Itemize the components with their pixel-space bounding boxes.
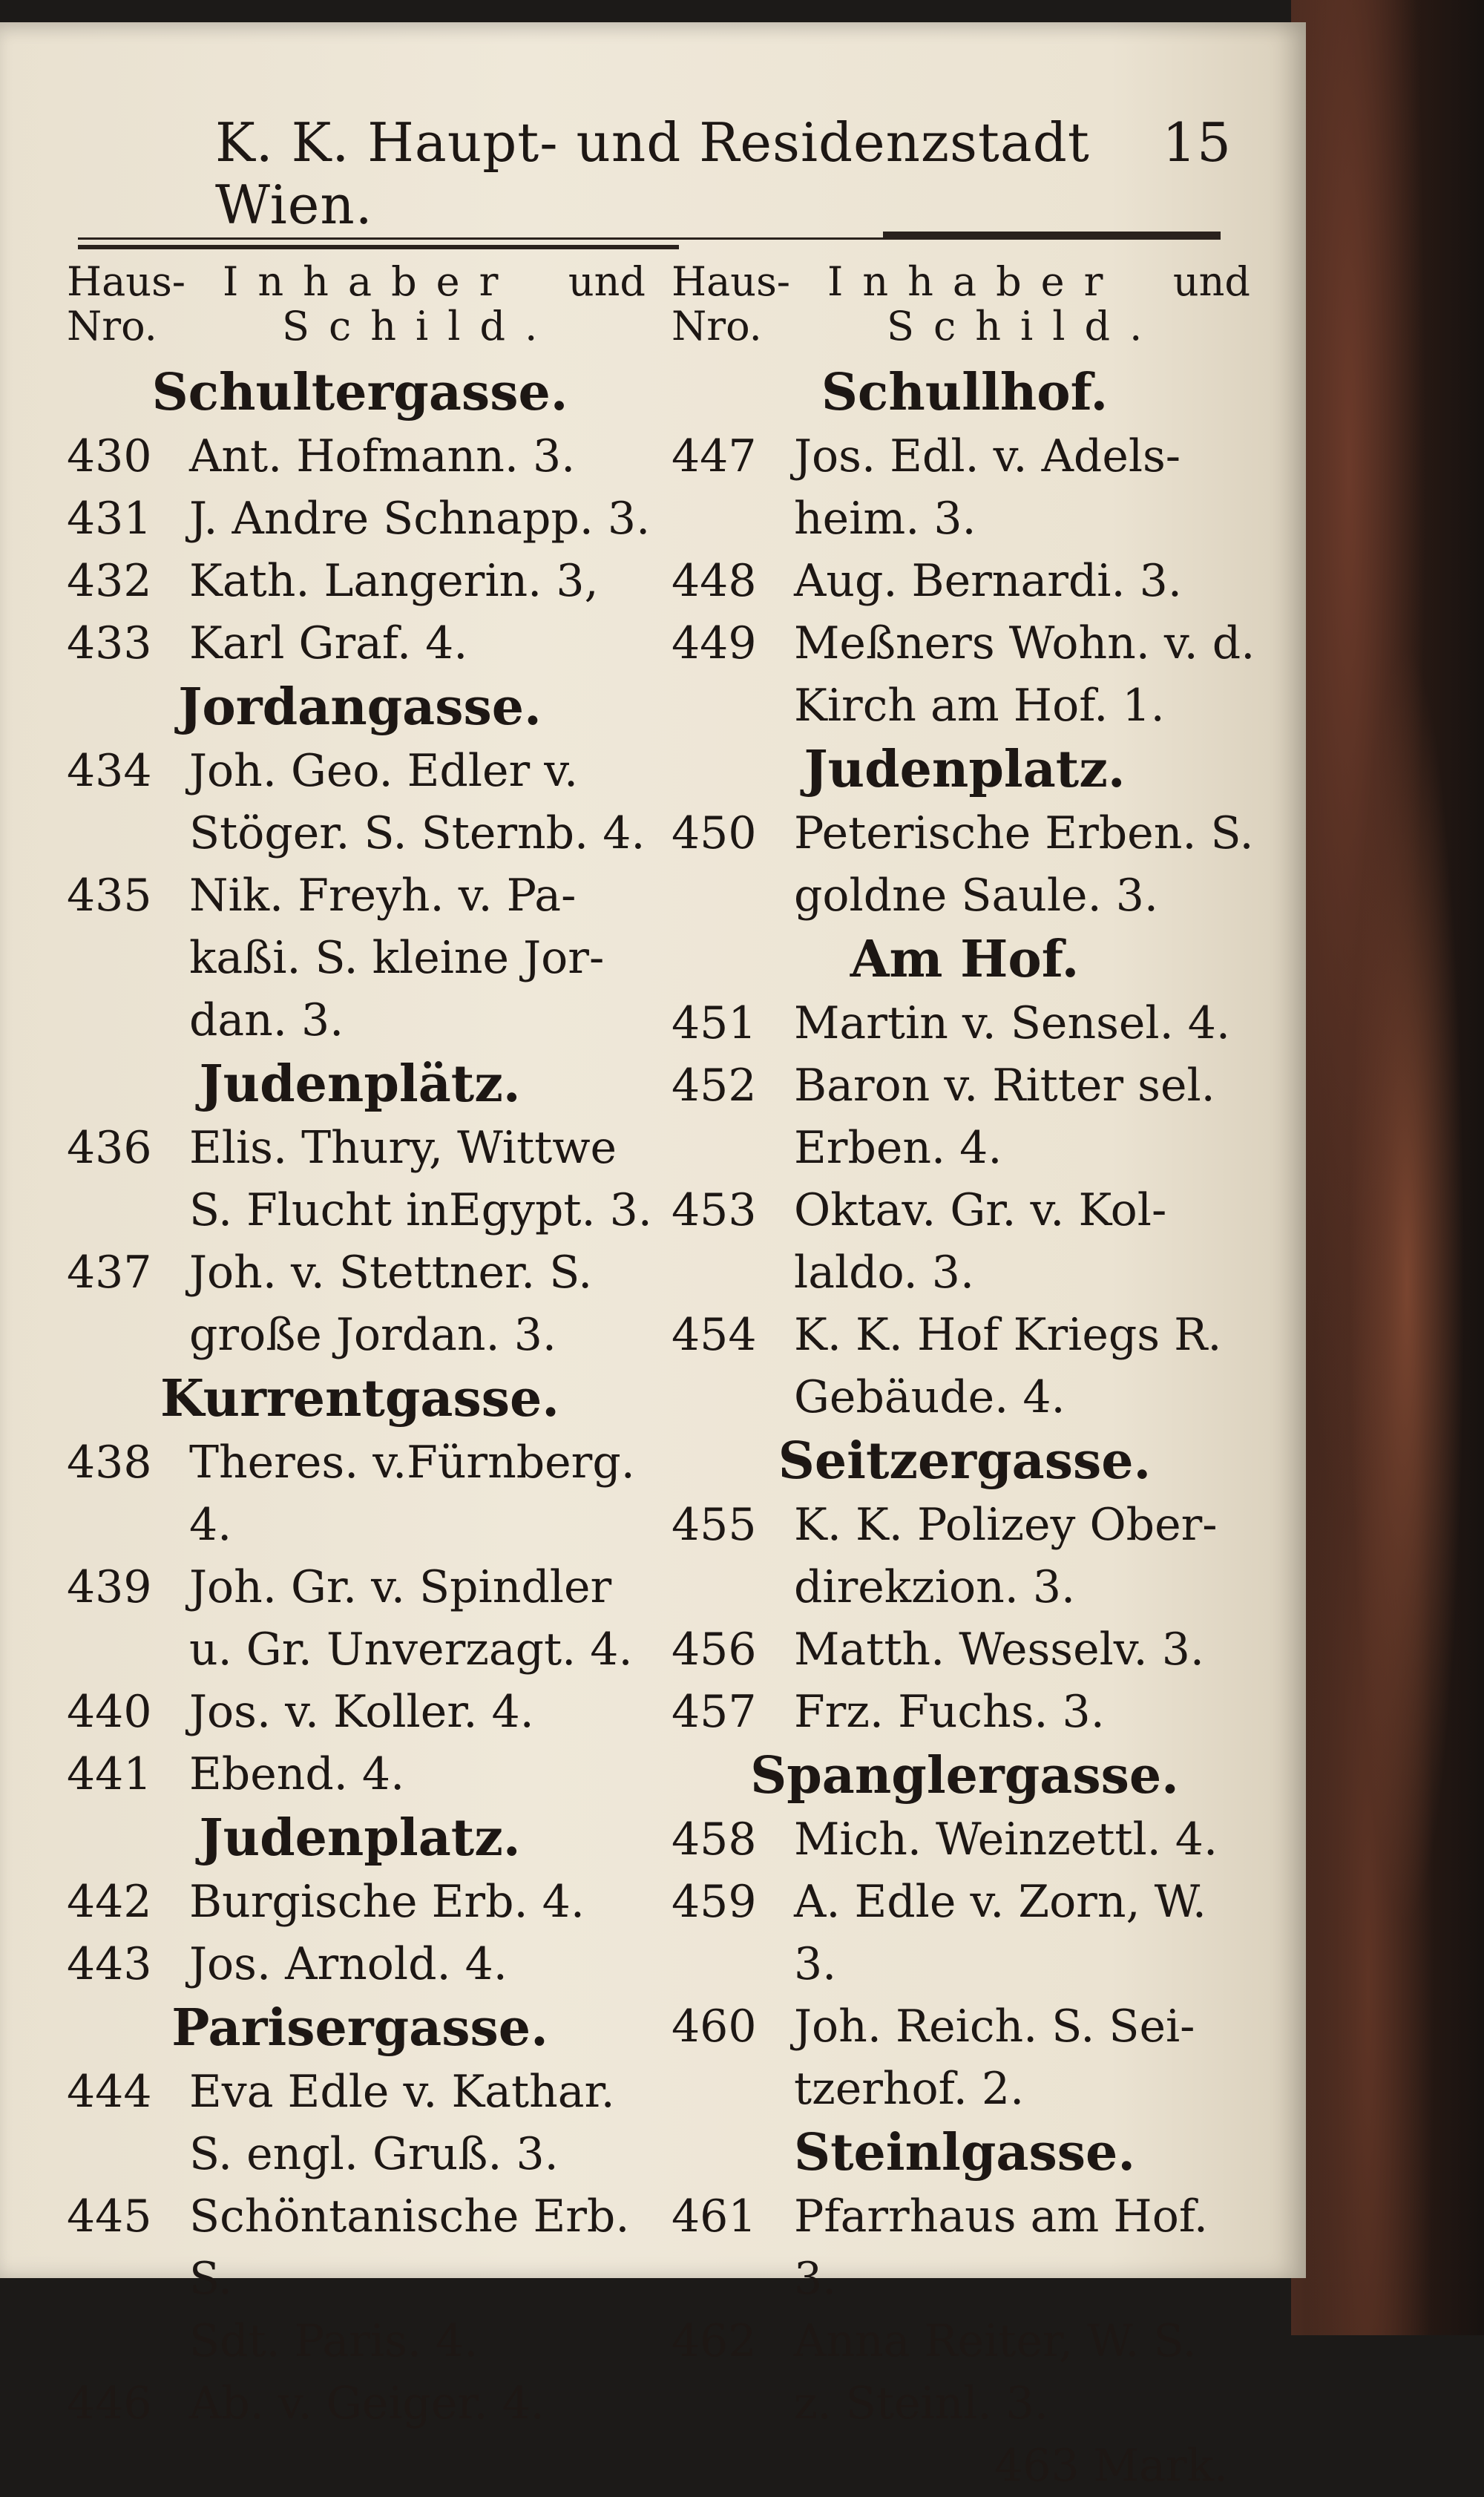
house-number: 443 bbox=[67, 1938, 152, 1990]
house-number: 439 bbox=[67, 1561, 152, 1613]
house-number: 444 bbox=[67, 2066, 152, 2118]
street-heading: Schultergasse. bbox=[151, 363, 568, 422]
house-number: 452 bbox=[672, 1060, 757, 1112]
list-item bbox=[672, 1304, 1258, 1428]
entry-text: Aug. Bernardi. 3. bbox=[794, 555, 1182, 607]
list-item bbox=[672, 1618, 1258, 1681]
entry-text: Jos. Arnold. 4. bbox=[189, 1938, 508, 1990]
list-item bbox=[672, 2185, 1258, 2310]
entry-text-cont: S. engl. Gruß. 3. bbox=[189, 2128, 559, 2180]
header-rule-thick-right bbox=[883, 232, 1221, 237]
house-number: 447 bbox=[672, 430, 757, 482]
house-number: 445 bbox=[67, 2191, 152, 2242]
entry-text-cont: laldo. 3. bbox=[794, 1247, 975, 1299]
list-item bbox=[672, 1054, 1258, 1179]
entry-text: Anna Reiter, W. S. bbox=[794, 2315, 1197, 2367]
list-item bbox=[672, 2310, 1258, 2435]
street-heading: Am Hof. bbox=[850, 930, 1080, 989]
entry-text: Pfarrhaus am Hof. 3. bbox=[794, 2191, 1208, 2305]
list-item bbox=[67, 1556, 653, 1681]
list-item bbox=[67, 740, 653, 864]
house-number: 450 bbox=[672, 807, 757, 859]
entry-text: Baron v. Ritter sel. bbox=[794, 1060, 1215, 1112]
street-heading: Steinlgasse. bbox=[794, 2123, 1135, 2182]
entry-text: A. Edle v. Zorn, W. 3. bbox=[794, 1876, 1206, 1990]
column-header-und: und bbox=[1172, 258, 1250, 305]
house-number: 442 bbox=[67, 1876, 152, 1928]
list-item bbox=[67, 550, 653, 612]
entry-text: Peterische Erben. S. bbox=[794, 807, 1254, 859]
street-heading: Seitzergasse. bbox=[778, 1431, 1152, 1491]
house-number: 441 bbox=[67, 1748, 152, 1800]
column-header-schild: Schild. bbox=[282, 303, 557, 350]
entry-text: K. K. Hof Kriegs R. bbox=[794, 1309, 1222, 1361]
street-heading: Schullhof. bbox=[821, 363, 1109, 422]
entry-text: Oktav. Gr. v. Kol- bbox=[794, 1184, 1167, 1236]
entry-text: Nik. Freyh. v. Pa- bbox=[189, 870, 577, 922]
list-item bbox=[67, 864, 653, 1051]
entry-text: Martin v. Sensel. 4. bbox=[794, 997, 1230, 1049]
column-header-schild: Schild. bbox=[887, 303, 1162, 350]
list-item bbox=[67, 1117, 653, 1241]
list-item bbox=[672, 1179, 1258, 1304]
house-number: 446 bbox=[67, 2378, 152, 2429]
entry-text: Karl Graf. 4. bbox=[189, 617, 468, 669]
entry-text-cont: z. Steinl. 3. bbox=[794, 2378, 1048, 2429]
entry-text: Matth. Wesselv. 3. bbox=[794, 1624, 1204, 1676]
page-title: K. K. Haupt- und Residenzstadt Wien. bbox=[215, 111, 1090, 236]
entry-text-cont: S. Flucht inEgypt. 3. bbox=[189, 1184, 652, 1236]
list-item bbox=[67, 1871, 653, 1933]
house-number: 431 bbox=[67, 493, 152, 545]
column-header-nro: Nro. bbox=[67, 303, 157, 350]
column-header-nro: Nro. bbox=[672, 303, 762, 350]
house-number: 438 bbox=[67, 1437, 152, 1489]
list-item bbox=[67, 612, 653, 675]
list-item bbox=[67, 425, 653, 488]
street-heading: Spanglergasse. bbox=[750, 1746, 1179, 1805]
list-item bbox=[67, 2372, 653, 2435]
list-item bbox=[672, 550, 1258, 612]
entry-text-cont: goldne Saule. 3. bbox=[794, 870, 1158, 922]
column-header bbox=[672, 260, 1258, 360]
header-rule bbox=[78, 237, 1221, 240]
right-column bbox=[672, 260, 1258, 2497]
house-number: 437 bbox=[67, 1247, 152, 1299]
entry-text: Joh. Geo. Edler v. bbox=[189, 745, 579, 797]
list-item bbox=[672, 1995, 1258, 2120]
header-rule-thick-left bbox=[78, 245, 679, 249]
house-number: 434 bbox=[67, 745, 152, 797]
book-binding bbox=[1291, 0, 1484, 2335]
street-heading: Parisergasse. bbox=[171, 1998, 548, 2058]
list-item bbox=[672, 1681, 1258, 1743]
list-item bbox=[672, 425, 1258, 550]
list-item bbox=[67, 1431, 653, 1556]
street-heading: Kurrentgasse. bbox=[160, 1369, 559, 1428]
list-item bbox=[672, 992, 1258, 1054]
house-number: 456 bbox=[672, 1624, 757, 1676]
page-number: 15 bbox=[1162, 111, 1232, 174]
street-heading: Judenplatz. bbox=[199, 1808, 521, 1868]
entry-text-cont: große Jordan. 3. bbox=[189, 1309, 556, 1361]
house-number: 458 bbox=[672, 1814, 757, 1866]
entry-text-cont: direkzion. 3. bbox=[794, 1561, 1076, 1613]
list-item bbox=[672, 1808, 1258, 1871]
entry-text: Frz. Fuchs. 3. bbox=[794, 1686, 1105, 1738]
column-header-inhaber: Inhaber bbox=[223, 258, 518, 305]
house-number: 448 bbox=[672, 555, 757, 607]
list-item bbox=[672, 1494, 1258, 1618]
house-number: 462 bbox=[672, 2315, 757, 2367]
house-number: 457 bbox=[672, 1686, 757, 1738]
list-item bbox=[67, 488, 653, 550]
entry-text-cont: Gebäude. 4. bbox=[794, 1371, 1066, 1423]
entry-text: Jos. v. Koller. 4. bbox=[189, 1686, 534, 1738]
house-number: 455 bbox=[672, 1499, 757, 1551]
street-heading: Judenplätz. bbox=[199, 1054, 521, 1114]
entry-text: J. Andre Schnapp. 3. bbox=[189, 493, 651, 545]
entry-text-cont: tzerhof. 2. bbox=[794, 2063, 1025, 2115]
house-number: 460 bbox=[672, 2001, 757, 2053]
house-number: 453 bbox=[672, 1184, 757, 1236]
street-heading: Judenplatz. bbox=[804, 740, 1126, 799]
entry-text: Theres. v.Fürnberg. 4. bbox=[189, 1437, 635, 1551]
entry-text: Kath. Langerin. 3, bbox=[189, 555, 599, 607]
entry-text: Ab. v. Geiger. 4. bbox=[189, 2378, 545, 2429]
list-item bbox=[672, 612, 1258, 737]
house-number: 432 bbox=[67, 555, 152, 607]
entry-text-cont: Sdt. Paris. 4. bbox=[189, 2315, 479, 2367]
entry-text: K. K. Polizey Ober- bbox=[794, 1499, 1218, 1551]
left-column bbox=[67, 260, 653, 2435]
entry-text: Mich. Weinzettl. 4. bbox=[794, 1814, 1218, 1866]
entry-text-cont: Kirch am Hof. 1. bbox=[794, 680, 1165, 732]
entry-text: Eva Edle v. Kathar. bbox=[189, 2066, 615, 2118]
entry-text: Meßners Wohn. v. d. bbox=[794, 617, 1255, 669]
entry-text: Joh. v. Stettner. S. bbox=[189, 1247, 593, 1299]
column-header bbox=[67, 260, 653, 360]
entry-text-cont: kaßi. S. kleine Jor- bbox=[189, 932, 605, 984]
list-item bbox=[67, 1743, 653, 1805]
entry-text: Joh. Gr. v. Spindler bbox=[189, 1561, 612, 1613]
book-page bbox=[0, 22, 1306, 2492]
list-item bbox=[67, 2061, 653, 2185]
street-heading: Jordangasse. bbox=[178, 677, 542, 737]
running-header bbox=[215, 111, 1232, 236]
house-number: 451 bbox=[672, 997, 757, 1049]
house-number: 435 bbox=[67, 870, 152, 922]
house-number: 440 bbox=[67, 1686, 152, 1738]
house-number: 430 bbox=[67, 430, 152, 482]
entry-text-cont: u. Gr. Unverzagt. 4. bbox=[189, 1624, 633, 1676]
column-header-und: und bbox=[568, 258, 646, 305]
column-header-haus: Haus- bbox=[672, 258, 791, 305]
entry-text: Ant. Hofmann. 3. bbox=[189, 430, 576, 482]
list-item bbox=[67, 1241, 653, 1366]
entry-text: Elis. Thury, Wittwe bbox=[189, 1122, 617, 1174]
house-number: 461 bbox=[672, 2191, 757, 2242]
entry-text-cont: heim. 3. bbox=[794, 493, 976, 545]
entry-text: Ebend. 4. bbox=[189, 1748, 405, 1800]
house-number: 436 bbox=[67, 1122, 152, 1174]
house-number: 454 bbox=[672, 1309, 757, 1361]
house-number: 449 bbox=[672, 617, 757, 669]
entry-text: Schöntanische Erb. S. bbox=[189, 2191, 630, 2305]
catchword: 463 Mark. bbox=[994, 2440, 1228, 2492]
entry-text: Burgische Erb. 4. bbox=[189, 1876, 585, 1928]
list-item bbox=[67, 1681, 653, 1743]
entry-text-cont: dan. 3. bbox=[189, 994, 344, 1046]
house-number: 433 bbox=[67, 617, 152, 669]
column-header-inhaber: Inhaber bbox=[827, 258, 1123, 305]
column-header-haus: Haus- bbox=[67, 258, 186, 305]
entry-text: Jos. Edl. v. Adels- bbox=[794, 430, 1181, 482]
list-item bbox=[672, 1871, 1258, 1995]
list-item bbox=[67, 1933, 653, 1995]
list-item bbox=[672, 802, 1258, 927]
entry-text-cont: Stöger. S. Sternb. 4. bbox=[189, 807, 646, 859]
entry-text-cont: Erben. 4. bbox=[794, 1122, 1002, 1174]
house-number: 459 bbox=[672, 1876, 757, 1928]
list-item bbox=[67, 2185, 653, 2372]
entry-text: Joh. Reich. S. Sei- bbox=[794, 2001, 1195, 2053]
